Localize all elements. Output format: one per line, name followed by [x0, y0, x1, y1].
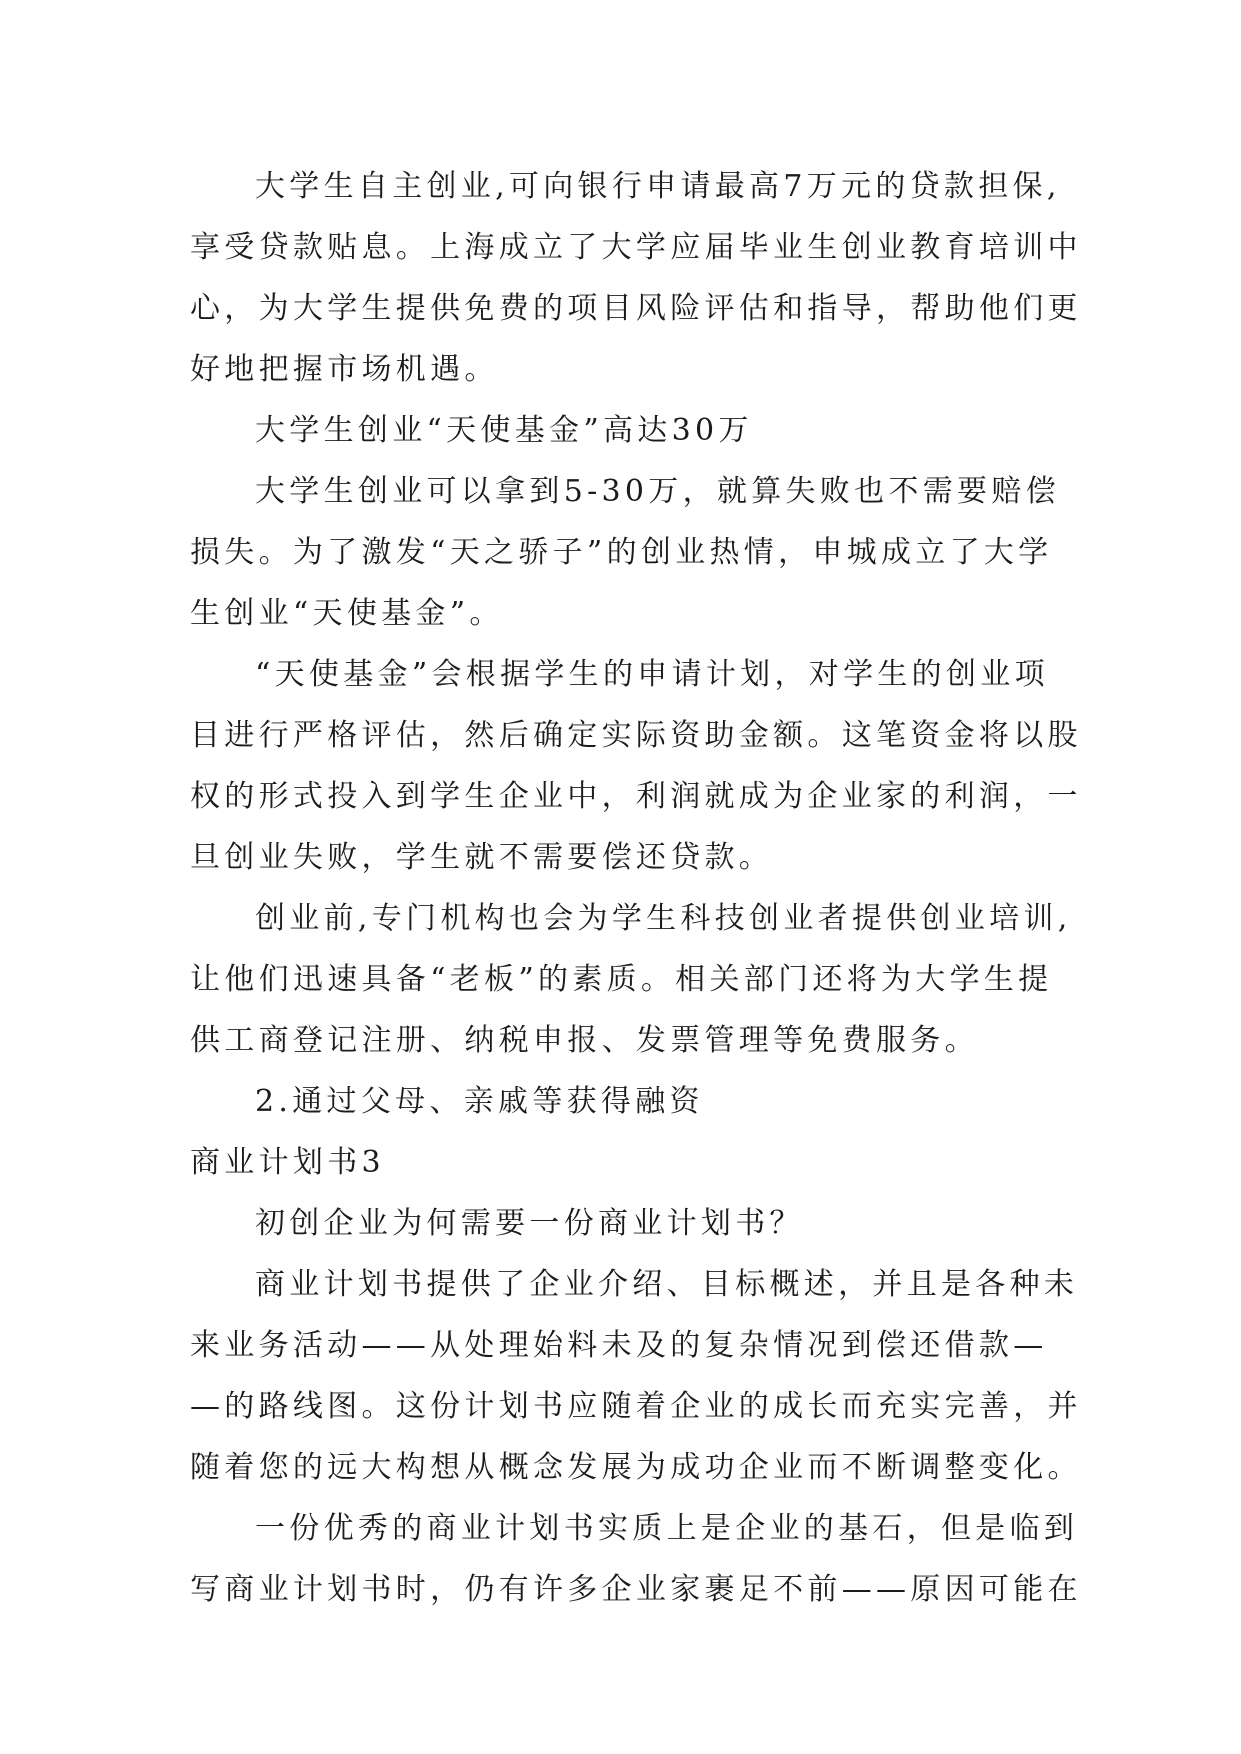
paragraph-line: 大学生自主创业,可向银行申请最高7万元的贷款担保, [255, 169, 1061, 204]
paragraph-line: 权的形式投入到学生企业中，利润就成为企业家的利润，一 [190, 779, 1082, 814]
section-heading: 2.通过父母、亲戚等获得融资 [255, 1084, 704, 1119]
section-heading: 初创企业为何需要一份商业计划书？ [255, 1206, 804, 1241]
paragraph-line: 生创业“天使基金”。 [190, 596, 504, 631]
paragraph-line: 享受贷款贴息。上海成立了大学应届毕业生创业教育培训中 [190, 230, 1082, 265]
paragraph-line: 来业务活动——从处理始料未及的复杂情况到偿还借款— [190, 1328, 1048, 1363]
paragraph-line: 大学生创业可以拿到5-30万，就算失败也不需要赔偿 [255, 474, 1060, 509]
paragraph-line: 损失。为了激发“天之骄子”的创业热情，申城成立了大学 [190, 535, 1053, 570]
section-heading: 大学生创业“天使基金”高达30万 [255, 413, 753, 448]
document-title: 商业计划书3 [190, 1145, 385, 1180]
paragraph-line: “天使基金”会根据学生的申请计划，对学生的创业项 [255, 657, 1049, 692]
paragraph-line: 心，为大学生提供免费的项目风险评估和指导，帮助他们更 [190, 291, 1082, 326]
paragraph-line: 让他们迅速具备“老板”的素质。相关部门还将为大学生提 [190, 962, 1053, 997]
paragraph-line: —的路线图。这份计划书应随着企业的成长而充实完善，并 [190, 1389, 1082, 1424]
paragraph-line: 供工商登记注册、纳税申报、发票管理等免费服务。 [190, 1023, 979, 1058]
paragraph-line: 写商业计划书时，仍有许多企业家裹足不前——原因可能在 [190, 1572, 1082, 1607]
paragraph-line: 旦创业失败，学生就不需要偿还贷款。 [190, 840, 774, 875]
paragraph-line: 一份优秀的商业计划书实质上是企业的基石，但是临到 [255, 1511, 1079, 1546]
paragraph-line: 创业前,专门机构也会为学生科技创业者提供创业培训, [255, 901, 1072, 936]
paragraph-line: 随着您的远大构想从概念发展为成功企业而不断调整变化。 [190, 1450, 1082, 1485]
paragraph-line: 目进行严格评估，然后确定实际资助金额。这笔资金将以股 [190, 718, 1082, 753]
paragraph-line: 好地把握市场机遇。 [190, 352, 499, 387]
paragraph-line: 商业计划书提供了企业介绍、目标概述，并且是各种未 [255, 1267, 1079, 1302]
